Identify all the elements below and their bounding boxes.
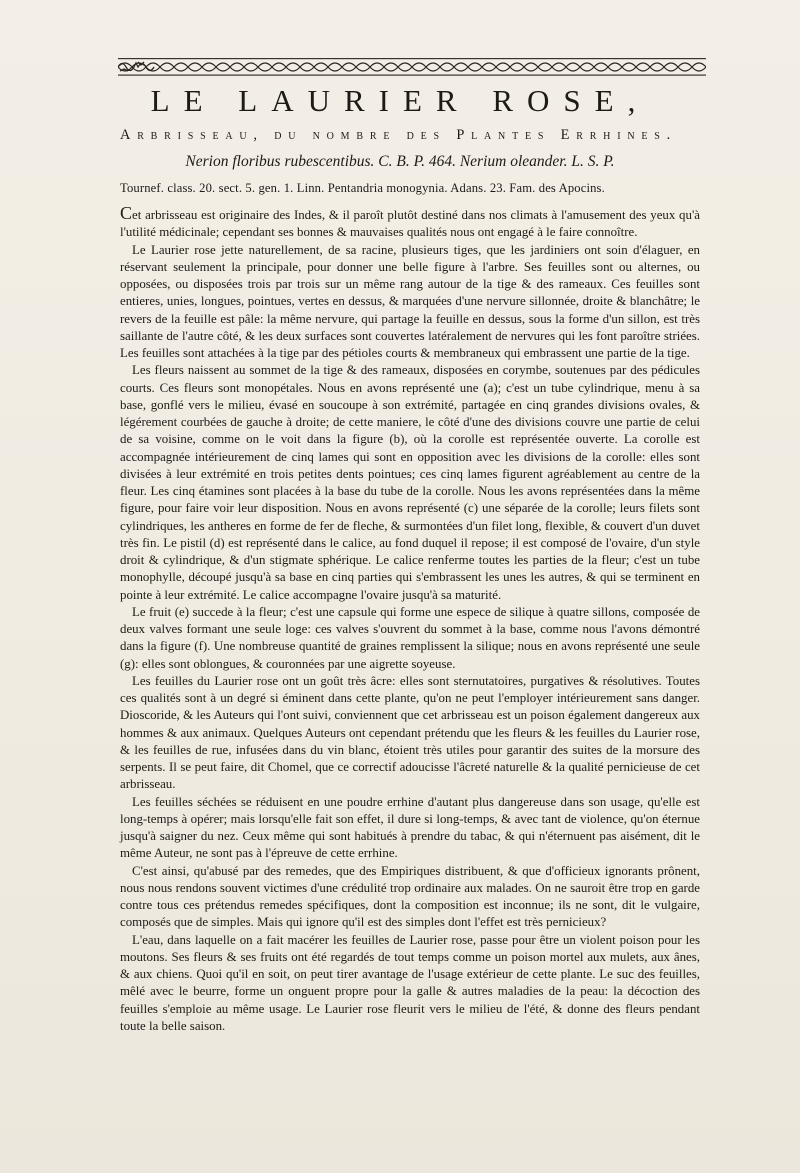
paragraph-text: et arbrisseau est originaire des Indes, & il paroît plutôt destiné dans nos climats à l'amusement des yeux qu'à l'utilité médicinale; cependant ses bonnes & mauvaises qualités nous ont engagé à le faire connoître. <box>120 208 700 240</box>
paragraph: Les feuilles séchées se réduisent en une poudre errhine d'autant plus dangereuse dans son usage, qu'elle est long-temps à opérer; mais lorsqu'elle fait son effet, il dure si long-temps, & avec tant de violence, qu'on éternue jusqu'à saigner du nez. Ceux même qui sont habitués à prendre du tabac, & qui n'éternuent pas aisément, dit le même Auteur, ne sont pas à l'épreuve de cette errhine. <box>120 794 700 861</box>
drop-capital: C <box>120 203 133 223</box>
body-text <box>120 203 700 1035</box>
paragraph: Le fruit (e) succede à la fleur; c'est une capsule qui forme une espece de silique à quatre sillons, composée de deux valves formant une seule loge: ces valves s'ouvrent du sommet à la base, comme nous l'avons démontré dans la figure (f). Une nombreuse quantité de graines remplissent la silique; nous en avons représenté une seule (g): elles sont oblongues, & couronnées par une aigrette soyeuse. <box>120 604 700 671</box>
paragraph: Les feuilles du Laurier rose ont un goût très âcre: elles sont sternutatoires, purgatives & résolutives. Toutes ces qualités sont à un degré si éminent dans cette plante, qu'on ne peut l'employer intérieurement sans danger. Dioscoride, & les Auteurs qui l'ont suivi, conviennent que cet arbrisseau est un poison également dangereux aux hommes & aux animaux. Quelques Auteurs ont cependant prétendu que les fleurs & les feuilles du Laurier rose, & les feuilles de rue, infusées dans du vin blanc, étoient très utiles pour garantir des suites de la morsure des serpents. Il se peut faire, dit Chomel, que ce correctif adoucisse l'âcreté naturelle & la qualité pernicieuse de cet arbrisseau. <box>120 673 700 792</box>
subtitle: Arbrisseau, du nombre des Plantes Errhines. <box>120 127 678 143</box>
paragraph: Les fleurs naissent au sommet de la tige & des rameaux, disposées en corymbe, soutenues par des pédicules courts. Ces fleurs sont monopétales. Nous en avons représenté une (a); c'est un tube cylindrique, menu à sa base, gonflé vers le milieu, évasé en soucoupe à son extrémité, partagée en cinq grandes divisions ovales, & légérement courbées de gauche à droite; de cette maniere, le côté d'une des divisions couvre une partie de celui de sa voisine, comme on le voit dans la figure (b), où la corolle est représentée ouverte. La corolle est accompagnée intérieurement de cinq lames qui sont en opposition avec les divisions de la corolle: elles sont divisées à leur extrémité en trois petites dents pointues; ces cinq lames figurent agréablement au centre de la fleur. Les cinq étamines sont placées à la base du tube de la corolle. Nous les avons représentées dans la même figure, pour faire voir leur disposition. Nous en avons représenté (c) une séparée de la corolle; leurs filets sont cylindriques, les antheres en forme de fer de fleche, & surmontées d'un filet long, flexible, & couvert d'un duvet très fin. Le pistil (d) est représenté dans le calice, au fond duquel il repose; il est composé de l'ovaire, d'un style droit & cylindrique, & d'un stigmate sphérique. Le calice renferme toutes les parties de la fleur; c'est un tube monophylle, découpé jusqu'à sa base en cinq parties qui s'embrassent les unes les autres, & qui se terminent en pointe à leur extrémité. Le calice accompagne l'ovaire jusqu'à sa maturité. <box>120 363 700 602</box>
ornament-band <box>118 57 706 77</box>
paragraph: L'eau, dans laquelle on a fait macérer les feuilles de Laurier rose, passe pour être un violent poison pour les moutons. Ses fleurs & ses fruits ont été regardés de tout temps comme un poison mortel aux mulets, aux ânes, & aux chiens. Quoi qu'il en soit, on peut tirer avantage de l'usage extérieur de cette plante. Le suc des feuilles, mêlé avec le beurre, forme un onguent propre pour la galle & autres maladies de la peau: la décoction des feuilles s'emploie au même usage. Le Laurier rose fleurit vers le milieu de l'été, & donne des fleurs pendant toute la belle saison. <box>120 932 700 1033</box>
paragraph <box>120 203 700 242</box>
synonyms-line: Nerion floribus rubescentibus. C. B. P. 464. Nerium oleander. L. S. P. <box>185 153 615 170</box>
paragraph: Le Laurier rose jette naturellement, de sa racine, plusieurs tiges, que les jardiniers ont soin d'élaguer, en réservant seulement la principale, pour donner une belle figure à l'arbre. Ses feuilles sont ou alternes, ou opposées, ou disposées trois par trois sur un même rang autour de la tige & des rameaux. Ces feuilles sont entieres, unies, longues, pointues, vertes en dessus, & marquées d'une nervure sillonnée, droite & blanchâtre; le revers de la feuille est pâle: la même nervure, qui partage la feuille en dessus, sous la forme d'un sillon, est très saillante de l'autre côté, & les deux surfaces sont couvertes latéralement de nervures qui les font paroître striées. Les feuilles sont attachées à la tige par des pétioles courts & membraneux qui embrassent une partie de la tige. <box>120 242 700 360</box>
page-title: LE LAURIER ROSE, <box>150 83 650 118</box>
paragraph: C'est ainsi, qu'abusé par des remedes, que des Empiriques distribuent, & que d'officieux ignorants prônent, nous nous rendons souvent victimes d'une crédulité trop ordinaire aux malades. On ne sauroit être trop en garde contre tous ces prétendus remedes spécifiques, dont la composition est inconnue; ils ne sont, dit le vulgaire, composés que de simples. Mais qui ignore qu'il est des simples dont l'effet est très pernicieux? <box>120 863 700 930</box>
classification-line: Tournef. class. 20. sect. 5. gen. 1. Linn. Pentandria monogynia. Adans. 23. Fam. des Apocins. <box>120 181 605 195</box>
